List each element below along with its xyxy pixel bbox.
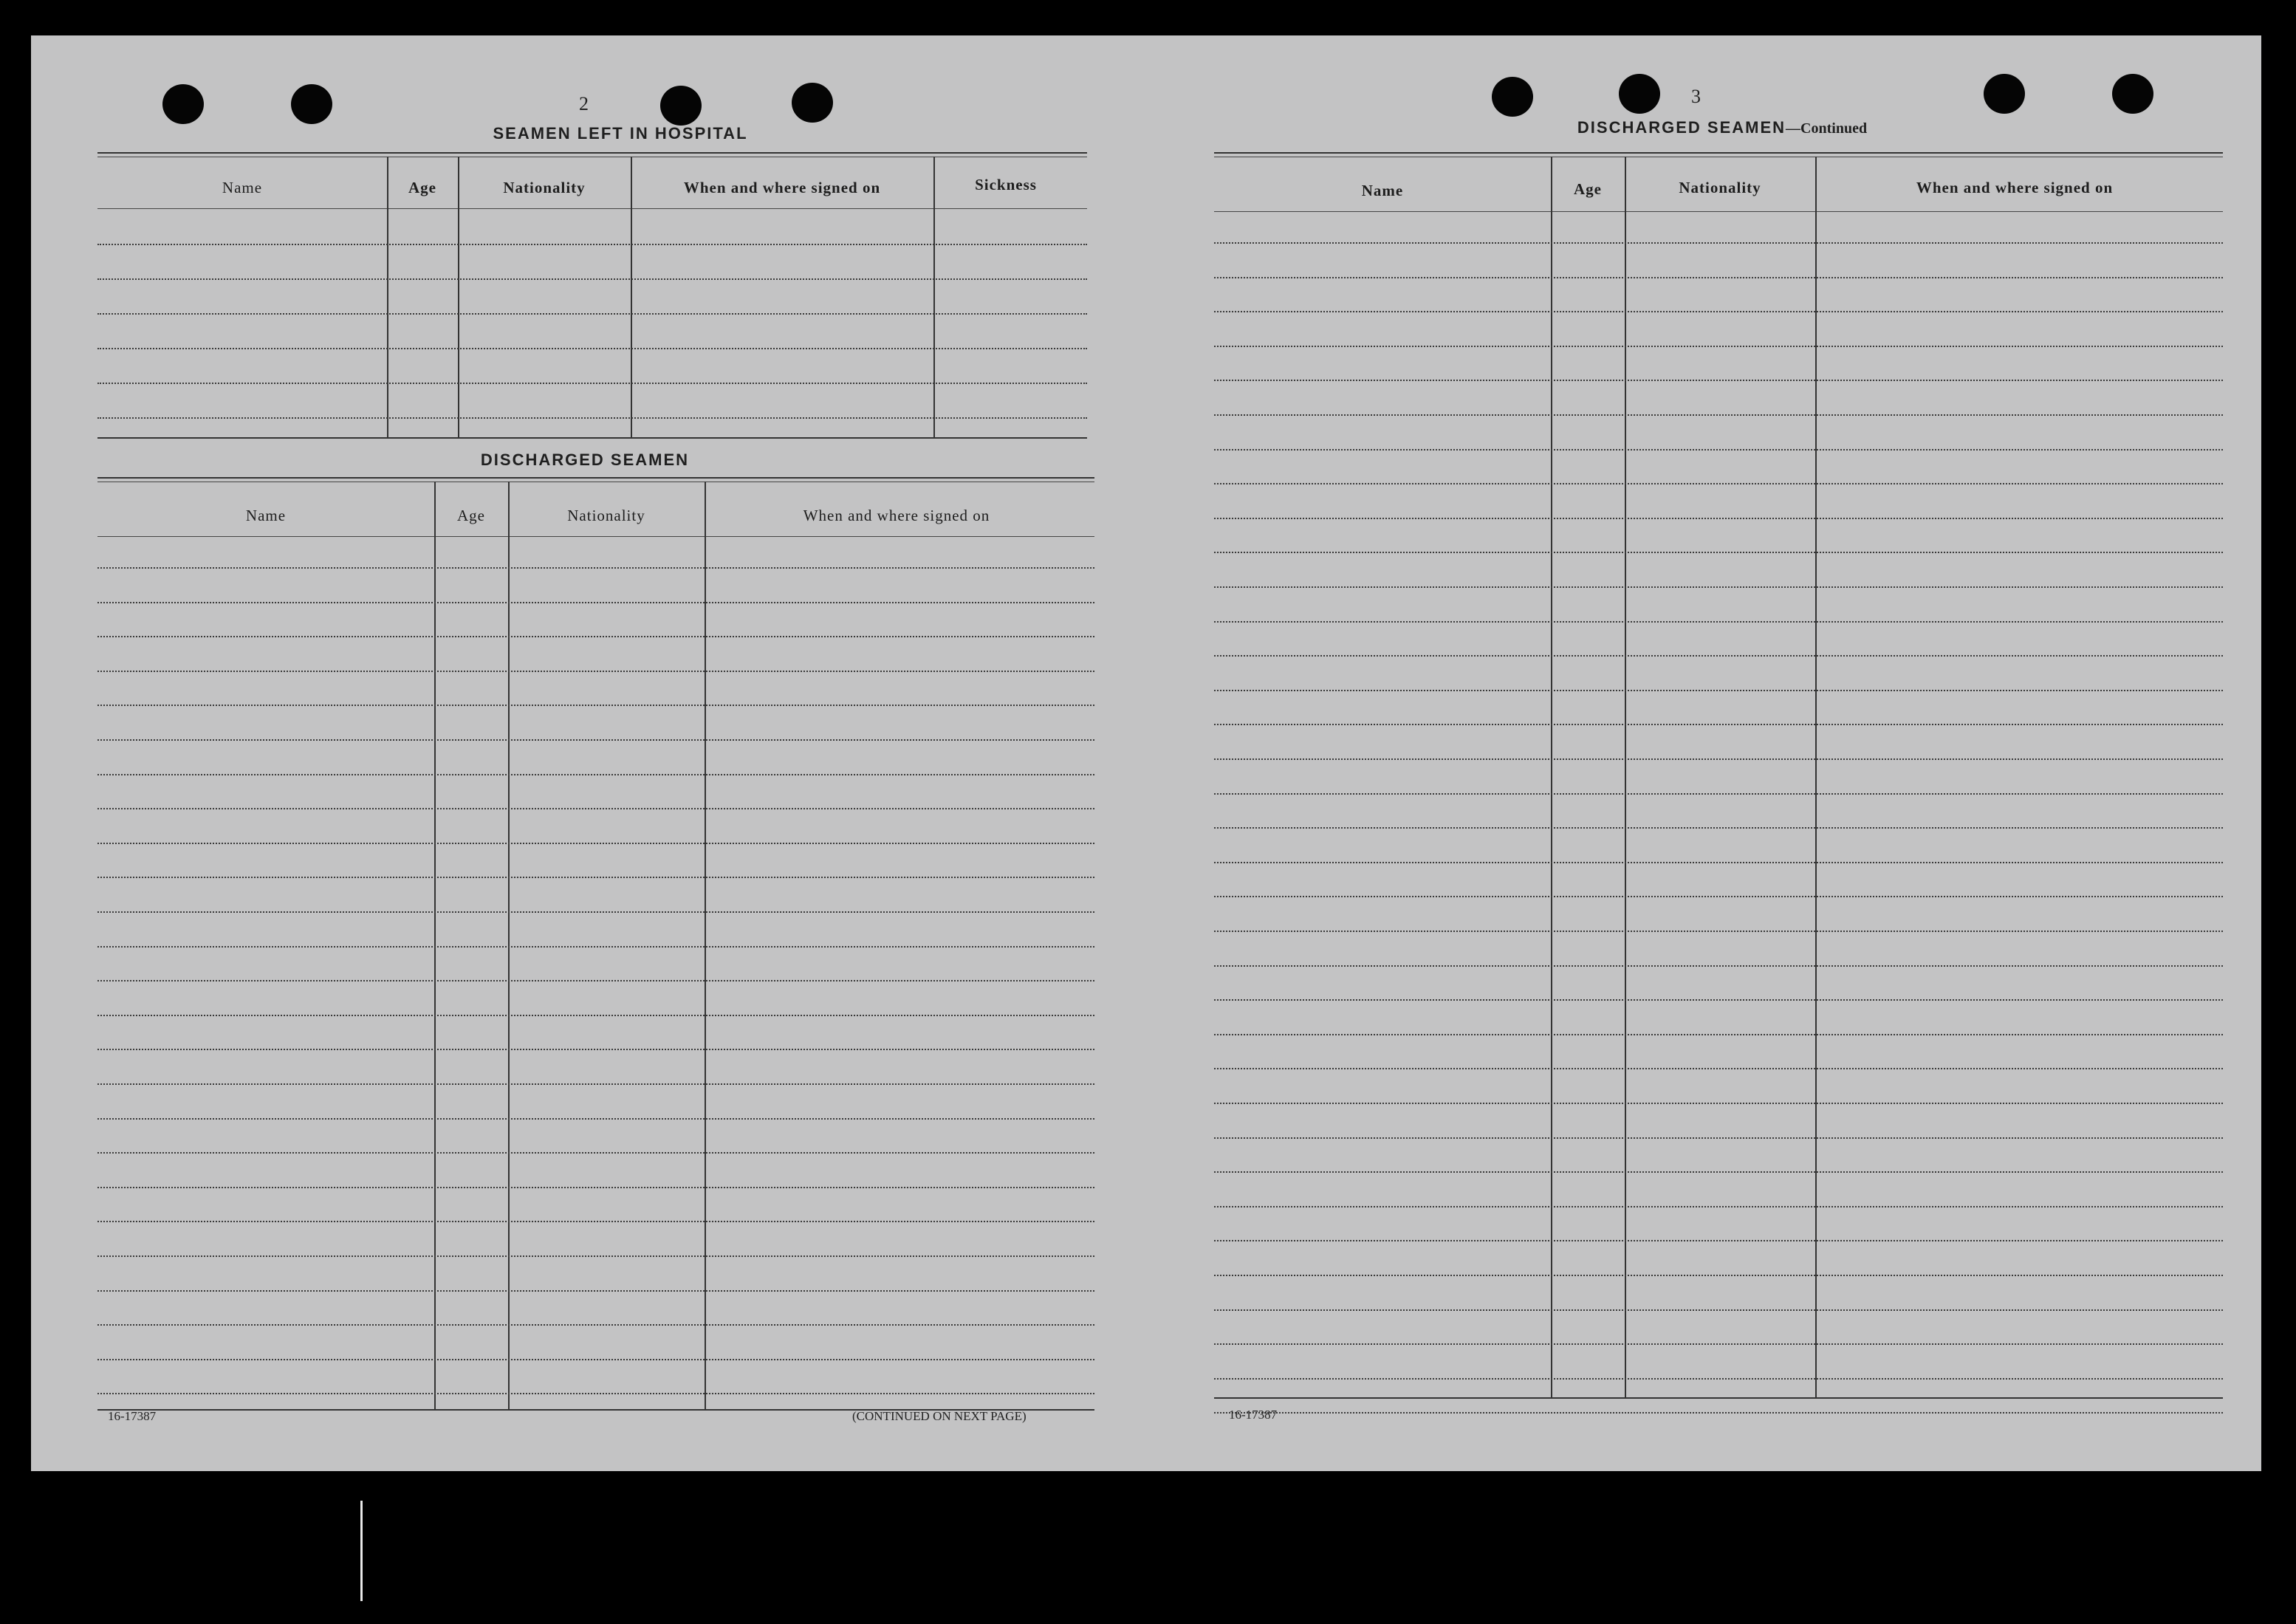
discharged-section-title: DISCHARGED SEAMEN <box>480 450 690 469</box>
punch-hole <box>792 83 833 123</box>
table-row <box>1214 1240 2223 1241</box>
right-page-number: 3 <box>1691 86 1701 107</box>
table-row <box>97 567 1094 569</box>
table-row <box>97 739 1094 741</box>
table-top-rule <box>97 152 1087 154</box>
column-header-nationality: Nationality <box>1679 179 1761 196</box>
column-header-signed-on: When and where signed on <box>1916 179 2114 196</box>
table-row <box>1214 724 2223 725</box>
column-header-nationality: Nationality <box>567 507 645 524</box>
table-row <box>97 1187 1094 1188</box>
header-underline <box>97 208 1087 209</box>
column-divider <box>387 157 388 437</box>
film-scratch <box>360 1501 363 1601</box>
table-row <box>1214 1171 2223 1173</box>
left-form-number: 16-17387 <box>108 1409 157 1423</box>
table-row <box>1214 896 2223 897</box>
column-header-signed-on: When and where signed on <box>683 179 881 196</box>
table-row <box>1214 621 2223 623</box>
table-row <box>97 1359 1094 1360</box>
table-row <box>97 278 1087 280</box>
header-underline <box>97 536 1094 537</box>
table-row <box>97 1221 1094 1222</box>
table-row <box>1214 1309 2223 1311</box>
table-row <box>97 774 1094 775</box>
header-underline <box>1214 211 2223 212</box>
continued-note: (CONTINUED ON NEXT PAGE) <box>852 1409 1027 1423</box>
table-row <box>97 877 1094 878</box>
column-header-age: Age <box>1574 180 1602 198</box>
right-form-number: 16-17387 <box>1229 1408 1278 1422</box>
table-row <box>97 1324 1094 1326</box>
table-row <box>97 671 1094 672</box>
table-row <box>1214 827 2223 829</box>
column-header-sickness: Sickness <box>975 176 1037 193</box>
table-row <box>97 946 1094 948</box>
column-divider <box>1551 157 1552 1397</box>
punch-hole <box>291 84 332 124</box>
table-row <box>97 313 1087 315</box>
column-header-name: Name <box>222 179 263 196</box>
table-row <box>1214 242 2223 244</box>
column-divider <box>1815 157 1817 1397</box>
table-row <box>97 1015 1094 1016</box>
table-row <box>1214 586 2223 588</box>
table-row <box>97 1255 1094 1257</box>
punch-hole <box>660 86 702 126</box>
punch-hole <box>1984 74 2025 114</box>
table-row <box>97 843 1094 844</box>
table-row <box>1214 518 2223 519</box>
table-row <box>97 244 1087 245</box>
table-row <box>1214 346 2223 347</box>
column-divider <box>1625 157 1626 1397</box>
discharged-continued-table <box>1214 152 2223 1445</box>
table-row <box>97 348 1087 349</box>
table-row <box>97 1393 1094 1394</box>
table-row <box>1214 1034 2223 1035</box>
table-row <box>1214 1412 2223 1414</box>
table-row <box>1214 1378 2223 1380</box>
punch-hole <box>162 84 204 124</box>
table-row <box>1214 655 2223 657</box>
table-row <box>97 1290 1094 1292</box>
table-row <box>1214 449 2223 450</box>
table-row <box>97 808 1094 809</box>
table-row <box>97 705 1094 706</box>
column-header-signed-on: When and where signed on <box>803 507 990 524</box>
column-header-nationality: Nationality <box>503 179 586 196</box>
punch-hole <box>2112 74 2153 114</box>
table-row <box>97 602 1094 603</box>
title-main: DISCHARGED SEAMEN <box>1577 118 1786 137</box>
column-header-age: Age <box>457 507 485 524</box>
table-row <box>97 1118 1094 1120</box>
table-row <box>97 636 1094 637</box>
document-sheet <box>31 35 2261 1471</box>
column-header-name: Name <box>245 507 287 524</box>
table-row <box>1214 311 2223 312</box>
discharged-table <box>97 477 1094 1437</box>
table-row <box>97 417 1087 419</box>
table-bottom-rule <box>97 437 1087 439</box>
table-row <box>1214 552 2223 553</box>
table-row <box>97 1049 1094 1050</box>
table-row <box>1214 862 2223 863</box>
table-row <box>97 1152 1094 1154</box>
table-row <box>1214 1137 2223 1139</box>
title-suffix: —Continued <box>1786 120 1868 137</box>
table-row <box>1214 1068 2223 1069</box>
table-row <box>1214 793 2223 795</box>
table-bottom-rule <box>1214 1397 2223 1399</box>
table-row <box>1214 1343 2223 1345</box>
table-top-rule <box>1214 152 2223 154</box>
column-header-name: Name <box>1361 182 1404 199</box>
column-divider <box>458 157 459 437</box>
hospital-section-title: SEAMEN LEFT IN HOSPITAL <box>493 124 748 143</box>
table-row <box>1214 483 2223 484</box>
table-row <box>1214 380 2223 381</box>
table-row <box>1214 931 2223 932</box>
table-row <box>1214 1206 2223 1207</box>
table-row <box>97 911 1094 913</box>
table-row <box>1214 414 2223 416</box>
punch-hole <box>1492 77 1533 117</box>
table-row <box>1214 965 2223 967</box>
table-row <box>1214 690 2223 691</box>
table-row <box>1214 1275 2223 1276</box>
left-page-number: 2 <box>579 93 589 114</box>
column-divider <box>631 157 632 437</box>
hospital-table <box>97 152 1087 477</box>
table-row <box>97 1083 1094 1085</box>
table-row <box>97 383 1087 384</box>
table-top-rule <box>97 477 1094 479</box>
table-row <box>97 980 1094 981</box>
table-row <box>1214 758 2223 760</box>
table-row <box>1214 277 2223 278</box>
table-row <box>1214 999 2223 1001</box>
column-divider <box>933 157 935 437</box>
discharged-continued-title <box>1486 118 1959 137</box>
punch-hole <box>1619 74 1660 114</box>
table-row <box>1214 1103 2223 1104</box>
column-header-age: Age <box>408 179 436 196</box>
